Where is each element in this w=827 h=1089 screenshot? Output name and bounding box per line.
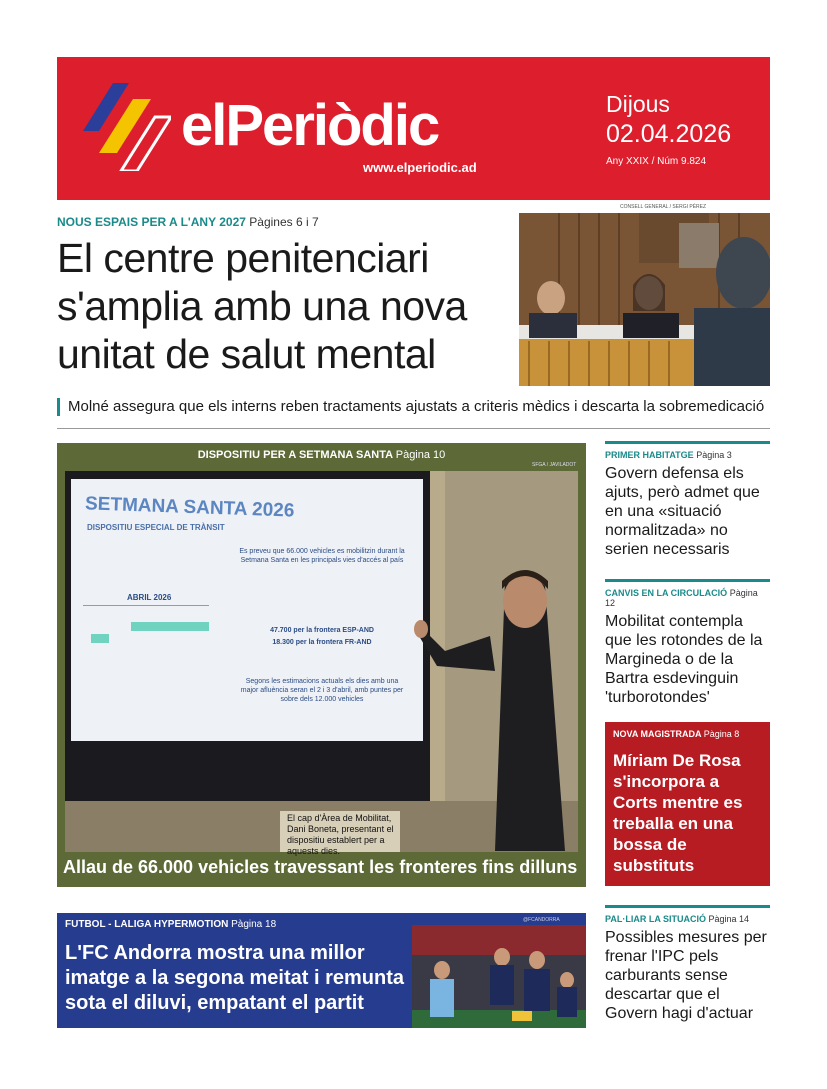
- calendar-highlight-2: [91, 634, 109, 643]
- brief-kicker-label: PRIMER HABITATGE: [605, 450, 694, 460]
- brief-kicker: [605, 914, 770, 924]
- calendar-title: ABRIL 2026: [127, 593, 172, 602]
- brief-page: Pàgina 12: [605, 588, 758, 608]
- screen-slide: [77, 487, 417, 737]
- brief-page: Pàgina 14: [708, 914, 750, 924]
- screen-line4: Segons les estimacions actuals els dies amb una major afluència seran el 2 i 3 d'abril, amb puntes per sobre dels 12.000 vehicles: [240, 678, 404, 703]
- logo-stripes-icon: [83, 83, 171, 171]
- brief-headline[interactable]: Míriam De Rosa s'incorpora a Corts mentre es treballa en una bossa de substituts: [613, 751, 743, 875]
- football-photo: [412, 925, 586, 1028]
- issue-number: Any XXIX / Núm 9.824: [606, 156, 707, 167]
- brief-kicker-label: NOVA MAGISTRADA: [613, 729, 702, 739]
- brief-headline[interactable]: Govern defensa els ajuts, però admet que en una «situació normalitzada» no serien necessaris: [605, 465, 760, 558]
- lead-photo-image: [519, 213, 770, 386]
- brief-headline[interactable]: Possibles mesures per frenar l'IPC pels carburants sense descartar que el Govern hagi d'actuar: [605, 929, 767, 1022]
- brief-page: Pàgina 3: [696, 450, 732, 460]
- screen-line1: Es preveu que 66.000 vehicles es mobilitzin durant la Setmana Santa en les principals vies d'accés al país: [239, 548, 405, 564]
- lead-photo[interactable]: [519, 213, 770, 386]
- football-headline[interactable]: L'FC Andorra mostra una millor imatge a la segona meitat i remunta sota el diluvi, empatant el partit: [65, 942, 404, 1014]
- brief-rule: [605, 905, 770, 908]
- lead-photo-credit: CONSELL GENERAL / SERGI PÉREZ: [620, 204, 707, 210]
- date: 02.04.2026: [606, 120, 732, 148]
- divider: [57, 428, 770, 429]
- photo-caption: El cap d'Àrea de Mobilitat, Dani Boneta, presentant el dispositiu establert per a aquests dies.: [287, 813, 394, 856]
- football-page: Pàgina 18: [231, 919, 277, 930]
- brief-kicker-label: PAL·LIAR LA SITUACIÓ: [605, 914, 706, 924]
- logo-wordmark[interactable]: elPeriòdic: [181, 93, 439, 158]
- brief-kicker: [605, 588, 770, 608]
- screen-line3: 18.300 per la frontera FR-AND: [272, 639, 372, 646]
- football-story[interactable]: [57, 913, 586, 1028]
- brief-rule: [605, 579, 770, 582]
- brief-headline[interactable]: Mobilitat contempla que les rotondes de la Margineda o de la Bartra esdevinguin 'turborotondes': [605, 613, 763, 706]
- masthead: [57, 57, 770, 200]
- football-credit: @FCANDORRA: [523, 917, 560, 923]
- lead-kicker[interactable]: [57, 215, 319, 229]
- photo-kicker-label: DISPOSITIU PER A SETMANA SANTA: [197, 449, 393, 461]
- photo-page: Pàgina 10: [395, 449, 446, 461]
- brief-magistrate[interactable]: [605, 722, 770, 886]
- lead-pages: Pàgines 6 i 7: [249, 215, 319, 229]
- screen-subtitle: DISPOSITIU ESPECIAL DE TRÀNSIT: [87, 523, 225, 532]
- brief-rule: [605, 441, 770, 444]
- football-kicker: [65, 919, 276, 930]
- photo-headline[interactable]: Allau de 66.000 vehicles travessant les fronteres fins dilluns: [63, 857, 578, 877]
- lead-kicker-label: NOUS ESPAIS PER A L'ANY 2027: [57, 215, 246, 229]
- brief-housing[interactable]: [605, 441, 770, 559]
- photo-credit: SFGA / JAVILADOT: [532, 462, 577, 468]
- brief-kicker: [605, 450, 770, 460]
- brief-ipc[interactable]: [605, 905, 770, 1023]
- site-url[interactable]: www.elperiodic.ad: [363, 160, 477, 175]
- screen-line2: 47.700 per la frontera ESP-AND: [270, 627, 374, 634]
- photo-story[interactable]: [57, 443, 586, 887]
- photo-story-image: [65, 471, 578, 852]
- date-day: Dijous: [606, 91, 670, 117]
- brief-page: Pàgina 8: [703, 729, 740, 739]
- calendar-grid: [83, 605, 209, 653]
- brief-traffic[interactable]: [605, 579, 770, 707]
- photo-kicker: [57, 449, 586, 461]
- calendar-highlight: [131, 622, 209, 631]
- football-photo-image: [412, 925, 586, 1028]
- brief-kicker-label: CANVIS EN LA CIRCULACIÓ: [605, 588, 728, 598]
- lead-headline[interactable]: El centre penitenciari s'amplia amb una nova unitat de salut mental: [57, 235, 467, 377]
- lead-subhead: Molné assegura que els interns reben tractaments ajustats a criteris mèdics i descarta la sobremedicació: [57, 398, 770, 416]
- screen-title: SETMANA SANTA 2026: [84, 493, 295, 522]
- brief-kicker: [613, 729, 739, 739]
- football-kicker-label: FUTBOL - LALIGA HYPERMOTION: [65, 919, 229, 930]
